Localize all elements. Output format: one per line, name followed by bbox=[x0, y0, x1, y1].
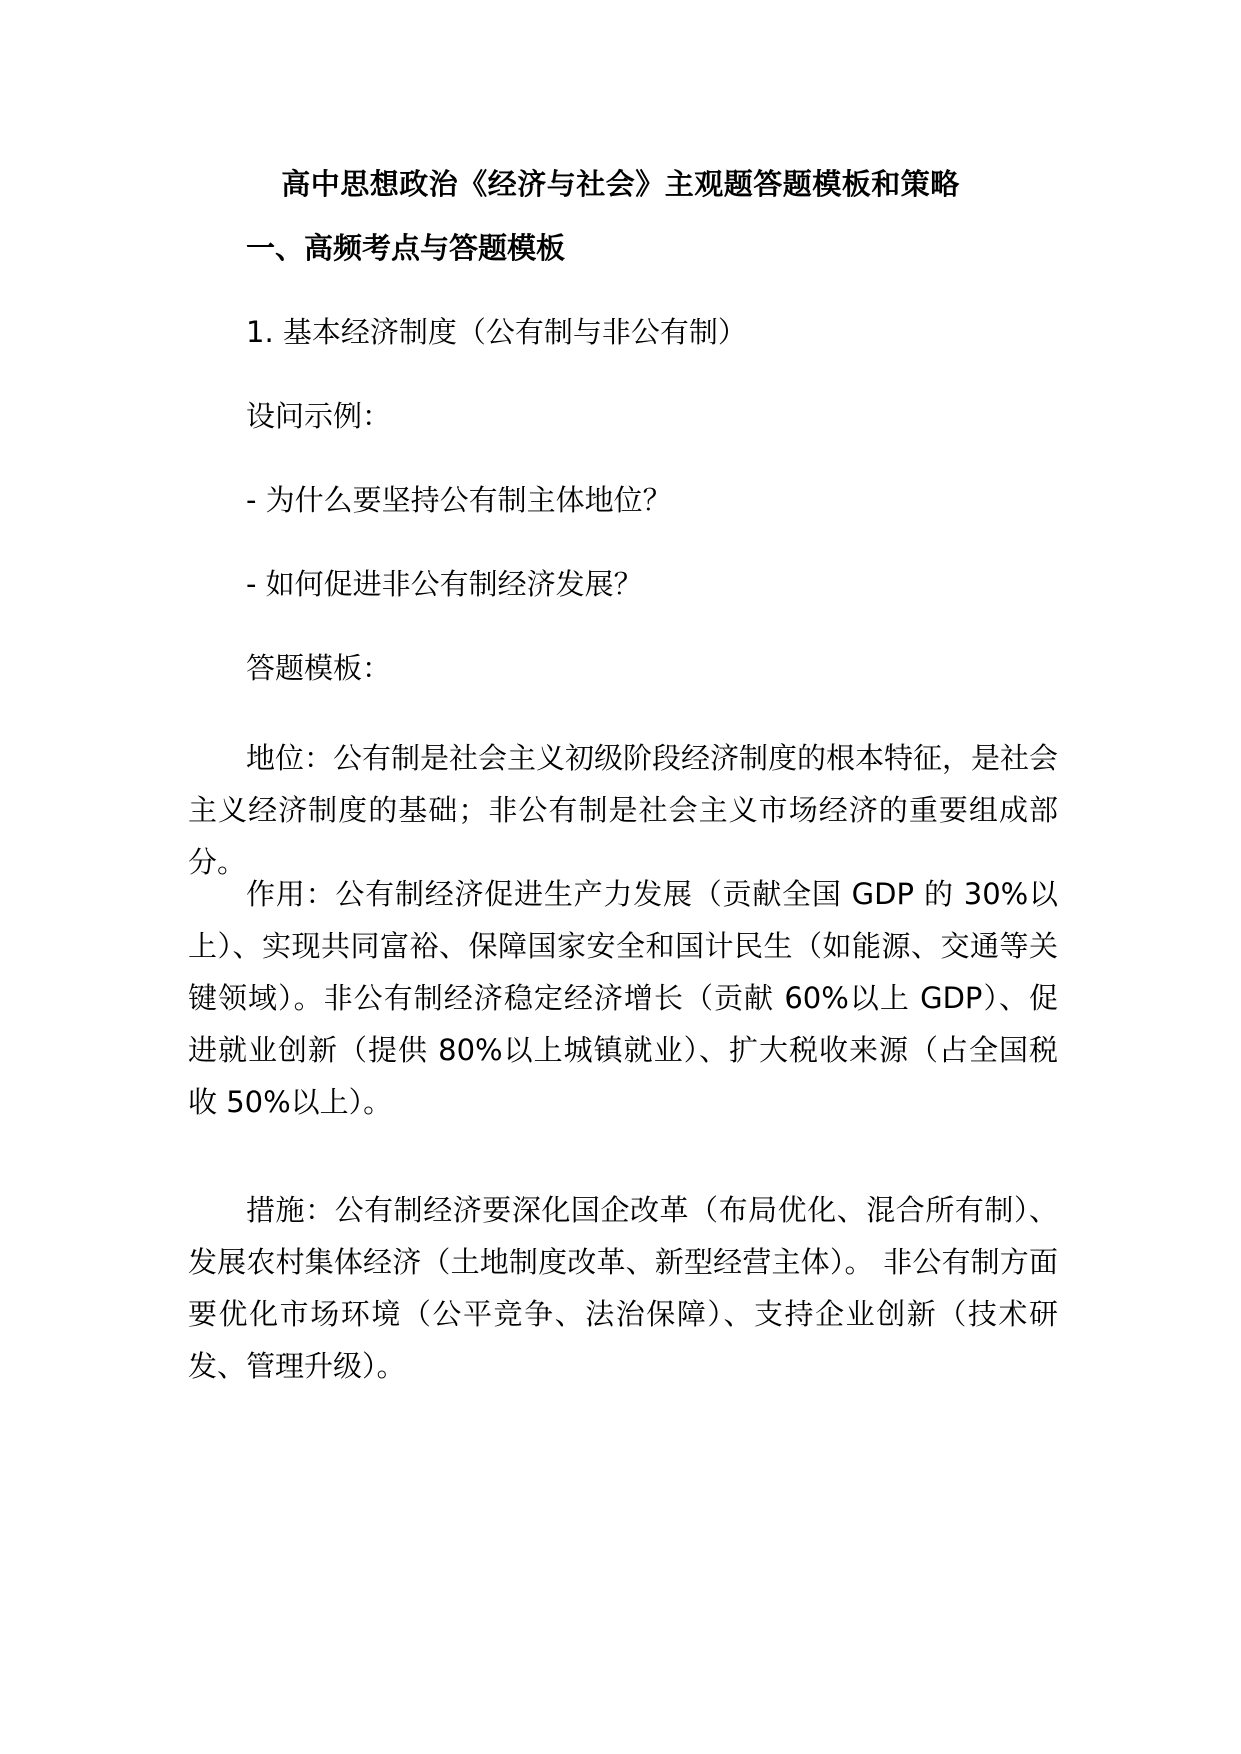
paragraph-measures: 措施：公有制经济要深化国企改革（布局优化、混合所有制）、发展农村集体经济（土地制度改革、新型经营主体）。 非公有制方面要优化市场环境（公平竞争、法治保障）、支持企业创新（技术研发、管理升级）。 bbox=[188, 1193, 1058, 1383]
document-title: 高中思想政治《经济与社会》主观题答题模板和策略 bbox=[281, 167, 960, 201]
paragraph-status: 地位：公有制是社会主义初级阶段经济制度的根本特征，是社会主义经济制度的基础；非公有制是社会主义市场经济的重要组成部分。 bbox=[188, 741, 1059, 879]
section-heading: 一、高频考点与答题模板 bbox=[246, 231, 566, 265]
question-item-1: - 为什么要坚持公有制主体地位？ bbox=[246, 483, 672, 517]
question-item-2: - 如何促进非公有制经济发展？ bbox=[246, 567, 643, 601]
question-label: 设问示例： bbox=[246, 399, 392, 433]
subsection-heading: 1. 基本经济制度（公有制与非公有制） bbox=[246, 315, 747, 349]
template-label: 答题模板： bbox=[246, 651, 392, 685]
paragraph-role: 作用：公有制经济促进生产力发展（贡献全国 GDP 的 30%以上）、实现共同富裕、保障国家安全和国计民生（如能源、交通等关键领域）。非公有制经济稳定经济增长（贡献 60%以上 GDP）、促进就业创新（提供 80%以上城镇就业）、扩大税收来源（占全国税收 50%以上）。 bbox=[188, 877, 1058, 1119]
